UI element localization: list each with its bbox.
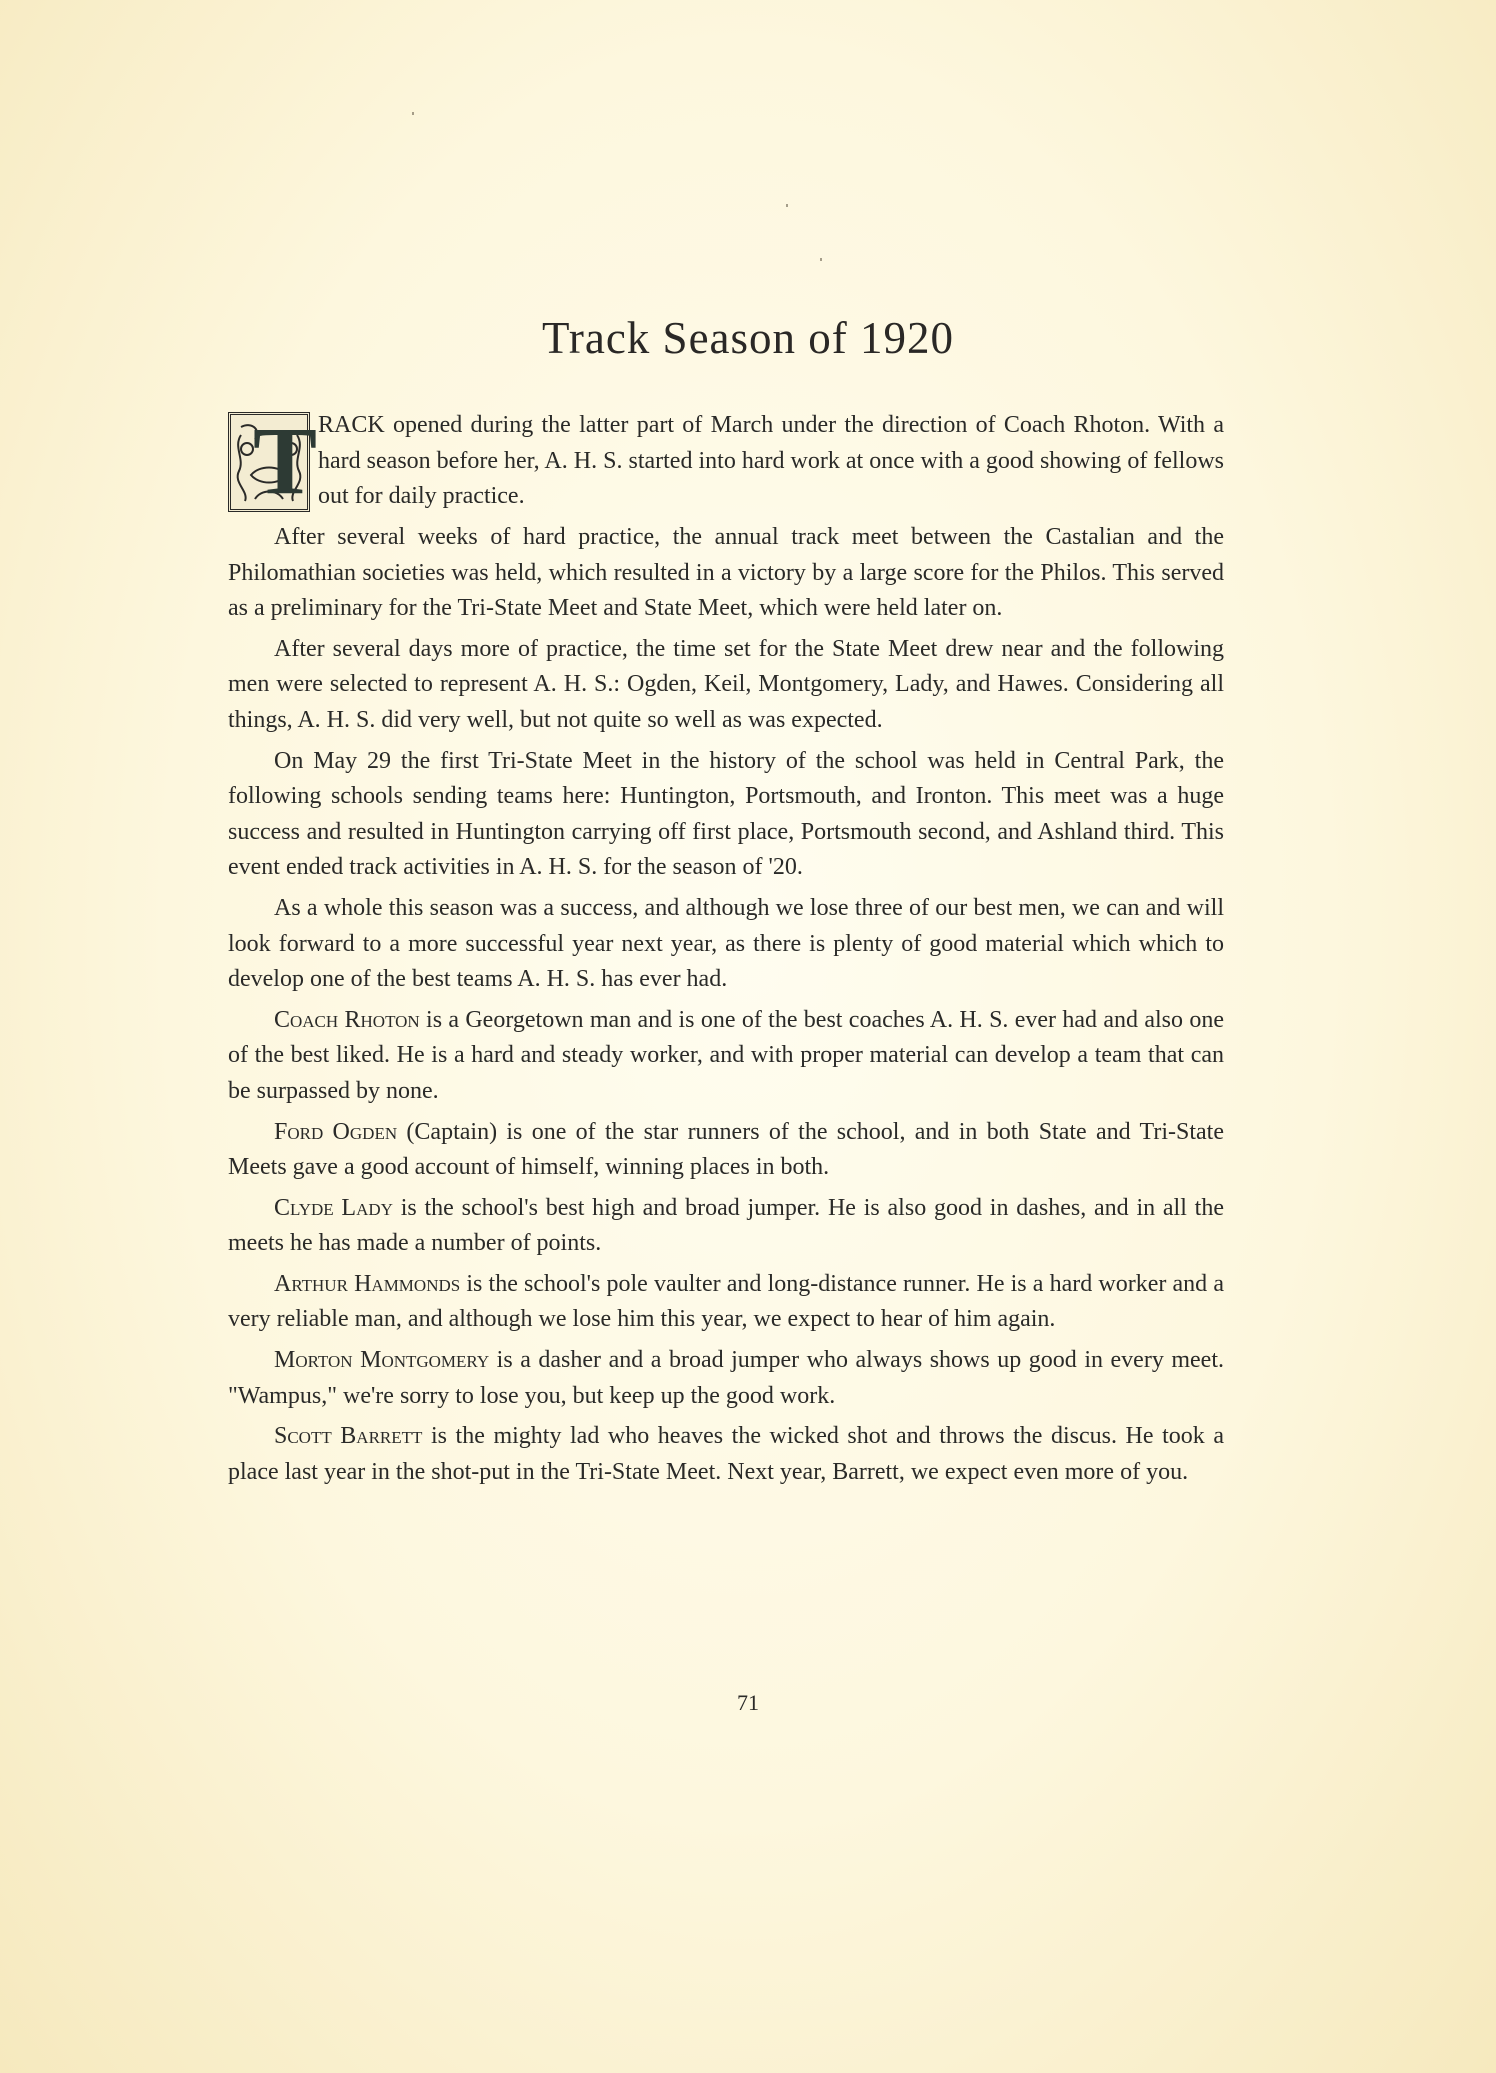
profile-paragraph [228,1267,1224,1338]
paragraph-state-meet: After several days more of practice, the time set for the State Meet drew near and the following men were selected to represent A. H. S.: Ogden, Keil, Montgomery, Lady, and Hawes. Considering all things, A. H. S. did very well, but not quite so well as was expected. [228,635,1224,733]
profile-name: Clyde Lady [274,1194,393,1221]
article-body [228,408,1224,1495]
profile-text: is a dasher and a broad jumper who always shows up good in every meet. "Wampus," we're sorry to lose you, but keep up the good work. [228,1347,1225,1409]
profile-text: is a Georgetown man and is one of the best coaches A. H. S. ever had and also one of the best liked. He is a hard and steady worker, and with proper material can develop a team that can be surpassed by none. [228,1006,1224,1104]
profile-paragraph [228,1191,1224,1262]
page-number: 71 [737,1690,759,1715]
profile-name: Coach Rhoton [274,1006,420,1033]
profile-text: is the school's best high and broad jumper. He is also good in dashes, and in all the meets he has made a number of points. [228,1194,1224,1257]
ornamental-initial-icon [228,407,318,514]
paragraph-tri-state-meet: On May 29 the first Tri-State Meet in the history of the school was held in Central Park, the following schools sending teams here: Huntington, Portsmouth, and Ironton. This meet was a huge success and resulted in Huntington carrying off first place, Portsmouth second, and Ashland third. This event ended track activities in A. H. S. for the season of '20. [228,747,1224,881]
profile-name: Ford Ogden [274,1118,398,1145]
profile-paragraph [228,1003,1224,1110]
paper-speck [820,258,822,261]
intro-paragraph [228,408,1224,515]
profile-text: is the school's pole vaulter and long-distance runner. He is a hard worker and a very reliable man, and although we lose him this year, we expect to hear of him again. [228,1270,1224,1333]
profile-paragraph [228,1419,1224,1490]
dropcap-letter: T [253,407,318,514]
profile-text: is the mighty lad who heaves the wicked shot and throws the discus. He took a place last year in the shot-put in the Tri-State Meet. Next year, Barrett, we expect even more of you. [228,1423,1224,1485]
profile-name: Scott Barrett [274,1423,423,1450]
paragraph-season-summary: As a whole this season was a success, and although we lose three of our best men, we can and will look forward to a more successful year next year, as there is plenty of good material which which to develop one of the best teams A. H. S. has ever had. [228,894,1224,993]
profile-text: (Captain) is one of the star runners of the school, and in both State and Tri-State Meets gave a good account of himself, winning places in both. [228,1118,1224,1181]
intro-text: RACK opened during the latter part of March under the direction of Coach Rhoton. With a hard season before her, A. H. S. started into hard work at once with a good showing of fellows out for daily practice. [318,412,1224,510]
profile-name: Arthur Hammonds [274,1270,461,1297]
profile-paragraph [228,1343,1224,1414]
profile-name: Morton Montgomery [274,1347,490,1374]
page-title: Track Season of 1920 [541,313,955,363]
profile-paragraph [228,1115,1224,1186]
paper-speck [786,204,788,207]
paper-speck [412,112,414,115]
paragraph-society-meet: After several weeks of hard practice, the annual track meet between the Castalian and the Philomathian societies was held, which resulted in a victory by a large score for the Philos. This served as a preliminary for the Tri-State Meet and State Meet, which were held later on. [228,524,1224,622]
